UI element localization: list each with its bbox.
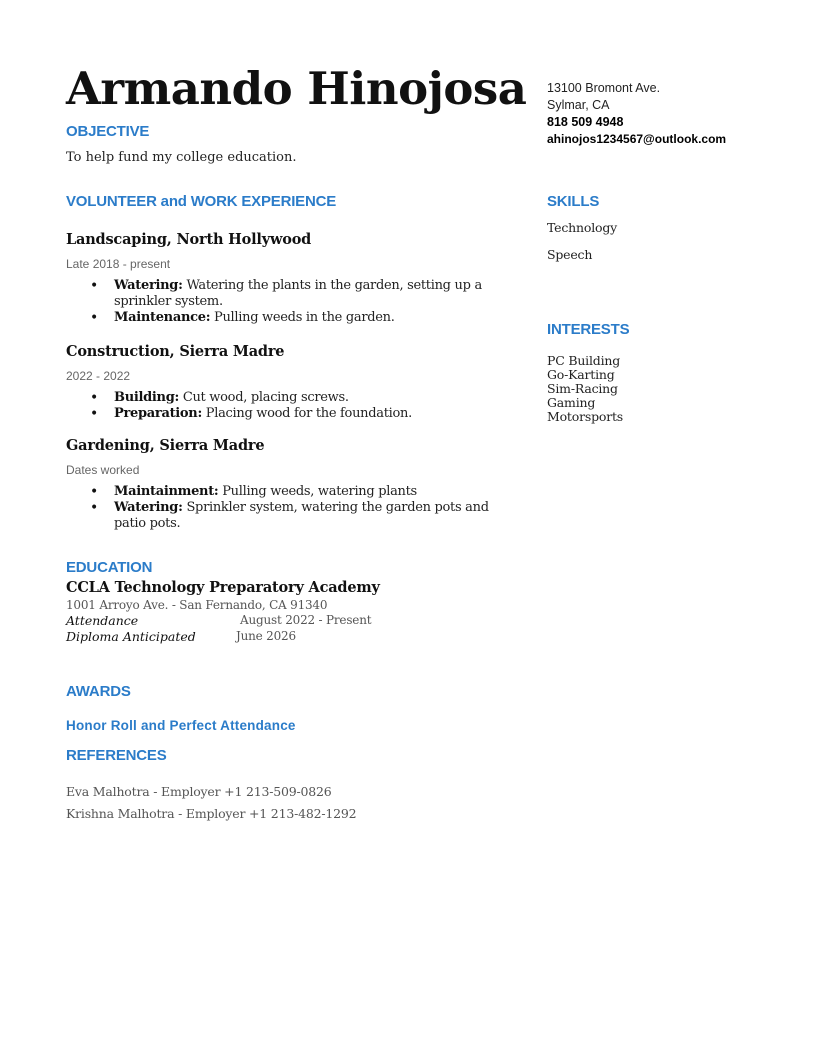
- awards-heading: AWARDS: [66, 683, 131, 700]
- job-title: Landscaping, North Hollywood: [66, 231, 312, 248]
- job-bullet: [66, 278, 506, 310]
- bullet-text: Pulling weeds, watering plants: [218, 484, 417, 499]
- bullet-text: Sprinkler system, watering the garden pots and patio pots.: [114, 500, 489, 531]
- school-address: 1001 Arroyo Ave. - San Fernando, CA 91340: [66, 598, 328, 612]
- job-bullet: [66, 390, 506, 406]
- education-heading: EDUCATION: [66, 559, 153, 576]
- email-address: ahinojos1234567@outlook.com: [547, 132, 727, 146]
- award-item: Honor Roll and Perfect Attendance: [66, 718, 296, 733]
- job-bullet-list: [66, 390, 506, 422]
- interests-heading: INTERESTS: [547, 321, 630, 338]
- interests-list: [547, 354, 623, 424]
- interest-item: Gaming: [547, 395, 596, 410]
- phone-number: 818 509 4948: [547, 115, 624, 129]
- skill-item: Technology: [547, 220, 617, 235]
- reference-item: Krishna Malhotra - Employer +1 213-482-1292: [66, 806, 357, 821]
- resume-name: Armando Hinojosa: [66, 62, 527, 115]
- job-bullet: [66, 310, 506, 326]
- interest-item: Go-Karting: [547, 367, 615, 382]
- bullet-text: Cut wood, placing screws.: [179, 390, 349, 405]
- skills-heading: SKILLS: [547, 193, 600, 210]
- job-dates: Late 2018 - present: [66, 257, 171, 271]
- interest-item: Motorsports: [547, 409, 624, 424]
- experience-heading: VOLUNTEER and WORK EXPERIENCE: [66, 193, 337, 210]
- job-bullet: [66, 484, 506, 500]
- attendance-value: August 2022 - Present: [240, 613, 372, 627]
- objective-heading: OBJECTIVE: [66, 123, 150, 140]
- address-line-1: 13100 Bromont Ave.: [547, 81, 661, 95]
- job-dates: 2022 - 2022: [66, 369, 131, 383]
- attendance-label: Attendance: [66, 613, 139, 628]
- bullet-label: Maintainment:: [114, 484, 219, 499]
- references-heading: REFERENCES: [66, 747, 167, 764]
- bullet-label: Maintenance:: [114, 310, 211, 325]
- objective-text: To help fund my college education.: [66, 150, 297, 165]
- contact-block: [547, 80, 726, 148]
- diploma-value: June 2026: [236, 629, 296, 643]
- reference-item: Eva Malhotra - Employer +1 213-509-0826: [66, 784, 332, 799]
- interest-item: Sim-Racing: [547, 381, 618, 396]
- bullet-text: Placing wood for the foundation.: [201, 406, 412, 421]
- address-line-2: Sylmar, CA: [547, 98, 610, 112]
- school-name: CCLA Technology Preparatory Academy: [66, 579, 380, 596]
- job-title: Construction, Sierra Madre: [66, 343, 285, 360]
- bullet-label: Watering:: [114, 278, 183, 293]
- job-title: Gardening, Sierra Madre: [66, 437, 265, 454]
- job-bullet-list: [66, 484, 506, 532]
- job-bullet: [66, 406, 506, 422]
- bullet-label: Preparation:: [114, 406, 202, 421]
- job-bullet: [66, 500, 506, 532]
- skill-item: Speech: [547, 247, 593, 262]
- bullet-text: Watering the plants in the garden, setting up a sprinkler system.: [114, 278, 482, 309]
- bullet-text: Pulling weeds in the garden.: [210, 310, 395, 325]
- job-bullet-list: [66, 278, 506, 326]
- job-dates: Dates worked: [66, 463, 140, 477]
- interest-item: PC Building: [547, 353, 621, 368]
- diploma-label: Diploma Anticipated: [66, 629, 196, 644]
- bullet-label: Watering:: [114, 500, 183, 515]
- bullet-label: Building:: [114, 390, 179, 405]
